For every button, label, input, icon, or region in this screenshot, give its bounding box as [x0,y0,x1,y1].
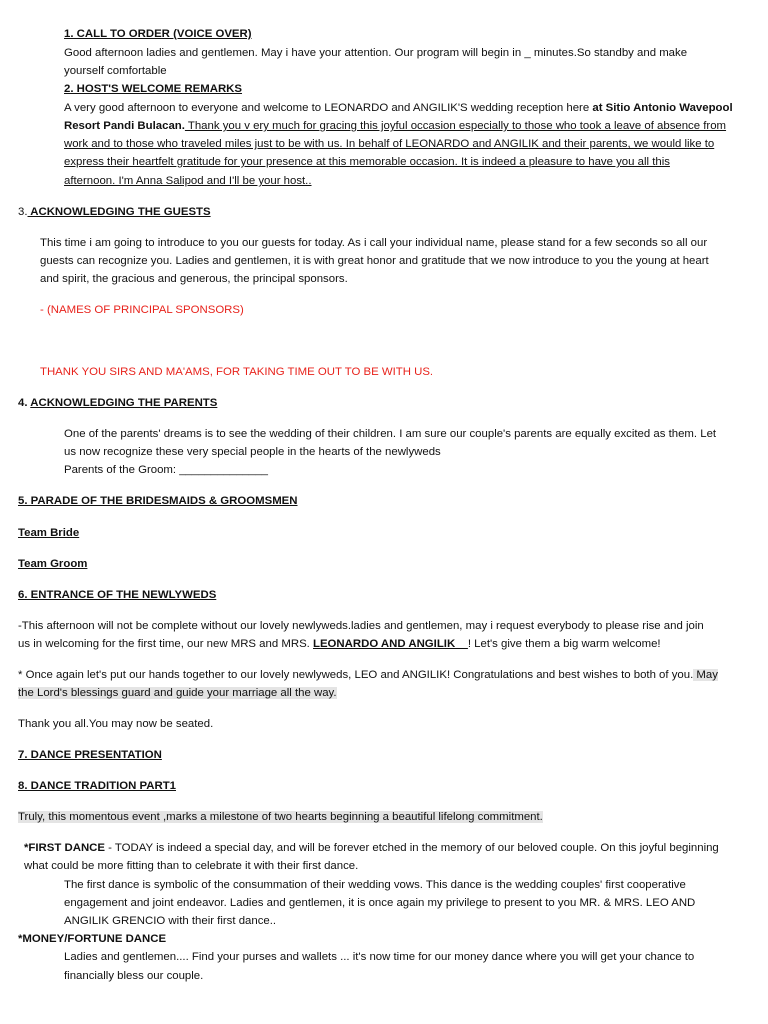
section-6-text [18,686,337,701]
seated-line: Thank you all.You may now be seated. [18,718,214,730]
sponsors-placeholder: - (NAMES OF PRINCIPAL SPONSORS) [40,304,244,316]
couple-names: LEONARDO AND ANGILIK__ [313,638,468,650]
section-number: 3. [18,206,28,218]
section-3-heading [18,205,211,220]
section-2-text [64,101,733,116]
first-dance-text: ANGILIK GRENCIO with their first dance.. [64,915,277,927]
money-dance-text: financially bless our couple. [64,970,204,982]
section-2-text: afternoon. I'm Anna Salipod and I'll be your host.. [64,175,312,187]
section-6-text [18,637,661,652]
section-6-heading: 6. ENTRANCE OF THE NEWLYWEDS [18,589,217,601]
section-2-text: work and to those who traveled miles just to be with us. In behalf of LEONARDO and ANGILIK and their parents, we would like to [64,138,715,150]
section-8-heading: 8. DANCE TRADITION PART1 [18,780,176,792]
section-3-text: This time i am going to introduce to you our guests for today. As i call your individual name, please stand for a few seconds so all our [40,237,708,249]
section-title: ACKNOWLEDGING THE GUESTS [27,206,211,218]
section-5-heading: 5. PARADE OF THE BRIDESMAIDS & GROOMSMEN [18,495,298,507]
money-dance-label: *MONEY/FORTUNE DANCE [18,933,167,945]
section-6-text: -This afternoon will not be complete without our lovely newlyweds.ladies and gentlemen, may i request everybody to please rise and join [18,620,704,632]
team-groom: Team Groom [18,558,88,570]
highlighted-text: Truly, this momentous event ,marks a milestone of two hearts beginning a beautiful lifelong commitment. [18,811,543,823]
section-1-text: Good afternoon ladies and gentlemen. May i have your attention. Our program will begin in _ minutes.So standby and make [64,47,688,59]
section-3-text: guests can recognize you. Ladies and gentlemen, it is with great honor and gratitude that we now introduce to you the young at heart [40,255,709,267]
first-dance-label: *FIRST DANCE [24,842,106,854]
first-dance-text: The first dance is symbolic of the consummation of their wedding vows. This dance is the wedding couples' first cooperative [64,879,686,891]
section-4-text: One of the parents' dreams is to see the wedding of their children. I am sure our couple's parents are equally excited as them. Let [64,428,717,440]
first-dance-text [24,841,719,856]
welcome-text: A very good afternoon to everyone and welcome to LEONARDO and ANGILIK'S wedding reception here [64,102,593,114]
section-4-text: us now recognize these very special people in the hearts of the newlyweds [64,446,441,458]
section-4-text: Parents of the Groom: ______________ [64,464,268,476]
venue-text: at Sitio Antonio Wavepool [592,102,733,114]
section-8-intro [18,810,543,825]
thanks-line: THANK YOU SIRS AND MA'AMS, FOR TAKING TIME OUT TO BE WITH US. [40,366,434,378]
congrats-text: * Once again let's put our hands together to our lovely newlyweds, LEO and ANGILIK! Congratulations and best wishes to both of you. [18,669,694,681]
section-6-text [18,668,718,683]
section-2-heading: 2. HOST'S WELCOME REMARKS [64,83,243,95]
section-title: ACKNOWLEDGING THE PARENTS [30,397,218,409]
welcome-text: ! Let's give them a big warm welcome! [467,638,661,650]
welcome-text: us in welcoming for the first time, our new MRS and MRS. [18,638,313,650]
section-1-heading: 1. CALL TO ORDER (VOICE OVER) [64,28,252,40]
highlighted-text: the Lord's blessings guard and guide your marriage all the way. [18,687,337,699]
highlighted-text: May [693,669,718,681]
first-dance-body: - TODAY is indeed a special day, and will be forever etched in the memory of our beloved couple. On this joyful beginning [105,842,719,854]
section-1-text: yourself comfortable [64,65,167,77]
team-bride: Team Bride [18,527,80,539]
section-7-heading: 7. DANCE PRESENTATION [18,749,162,761]
first-dance-text: engagement and joint endeavor. Ladies and gentlemen, it is once again my privilege to present to you MR. & MRS. LEO AND [64,897,696,909]
section-2-text: express their heartfelt gratitude for your presence at this memorable occasion. It is indeed a pleasure to have you all this [64,156,670,168]
section-3-text: and spirit, the gracious and generous, the principal sponsors. [40,273,348,285]
section-2-text [64,119,726,134]
gratitude-text: Thank you v ery much for gracing this joyful occasion especially to those who took a leave of absence from [184,120,727,132]
venue-text: Resort Pandi Bulacan. [64,120,185,132]
money-dance-text: Ladies and gentlemen.... Find your purses and wallets ... it's now time for our money dance where you will get your chance to [64,951,695,963]
section-number: 4. [18,397,31,409]
first-dance-text: what could be more fitting than to celebrate it with their first dance. [24,860,359,872]
section-4-heading [18,396,217,411]
